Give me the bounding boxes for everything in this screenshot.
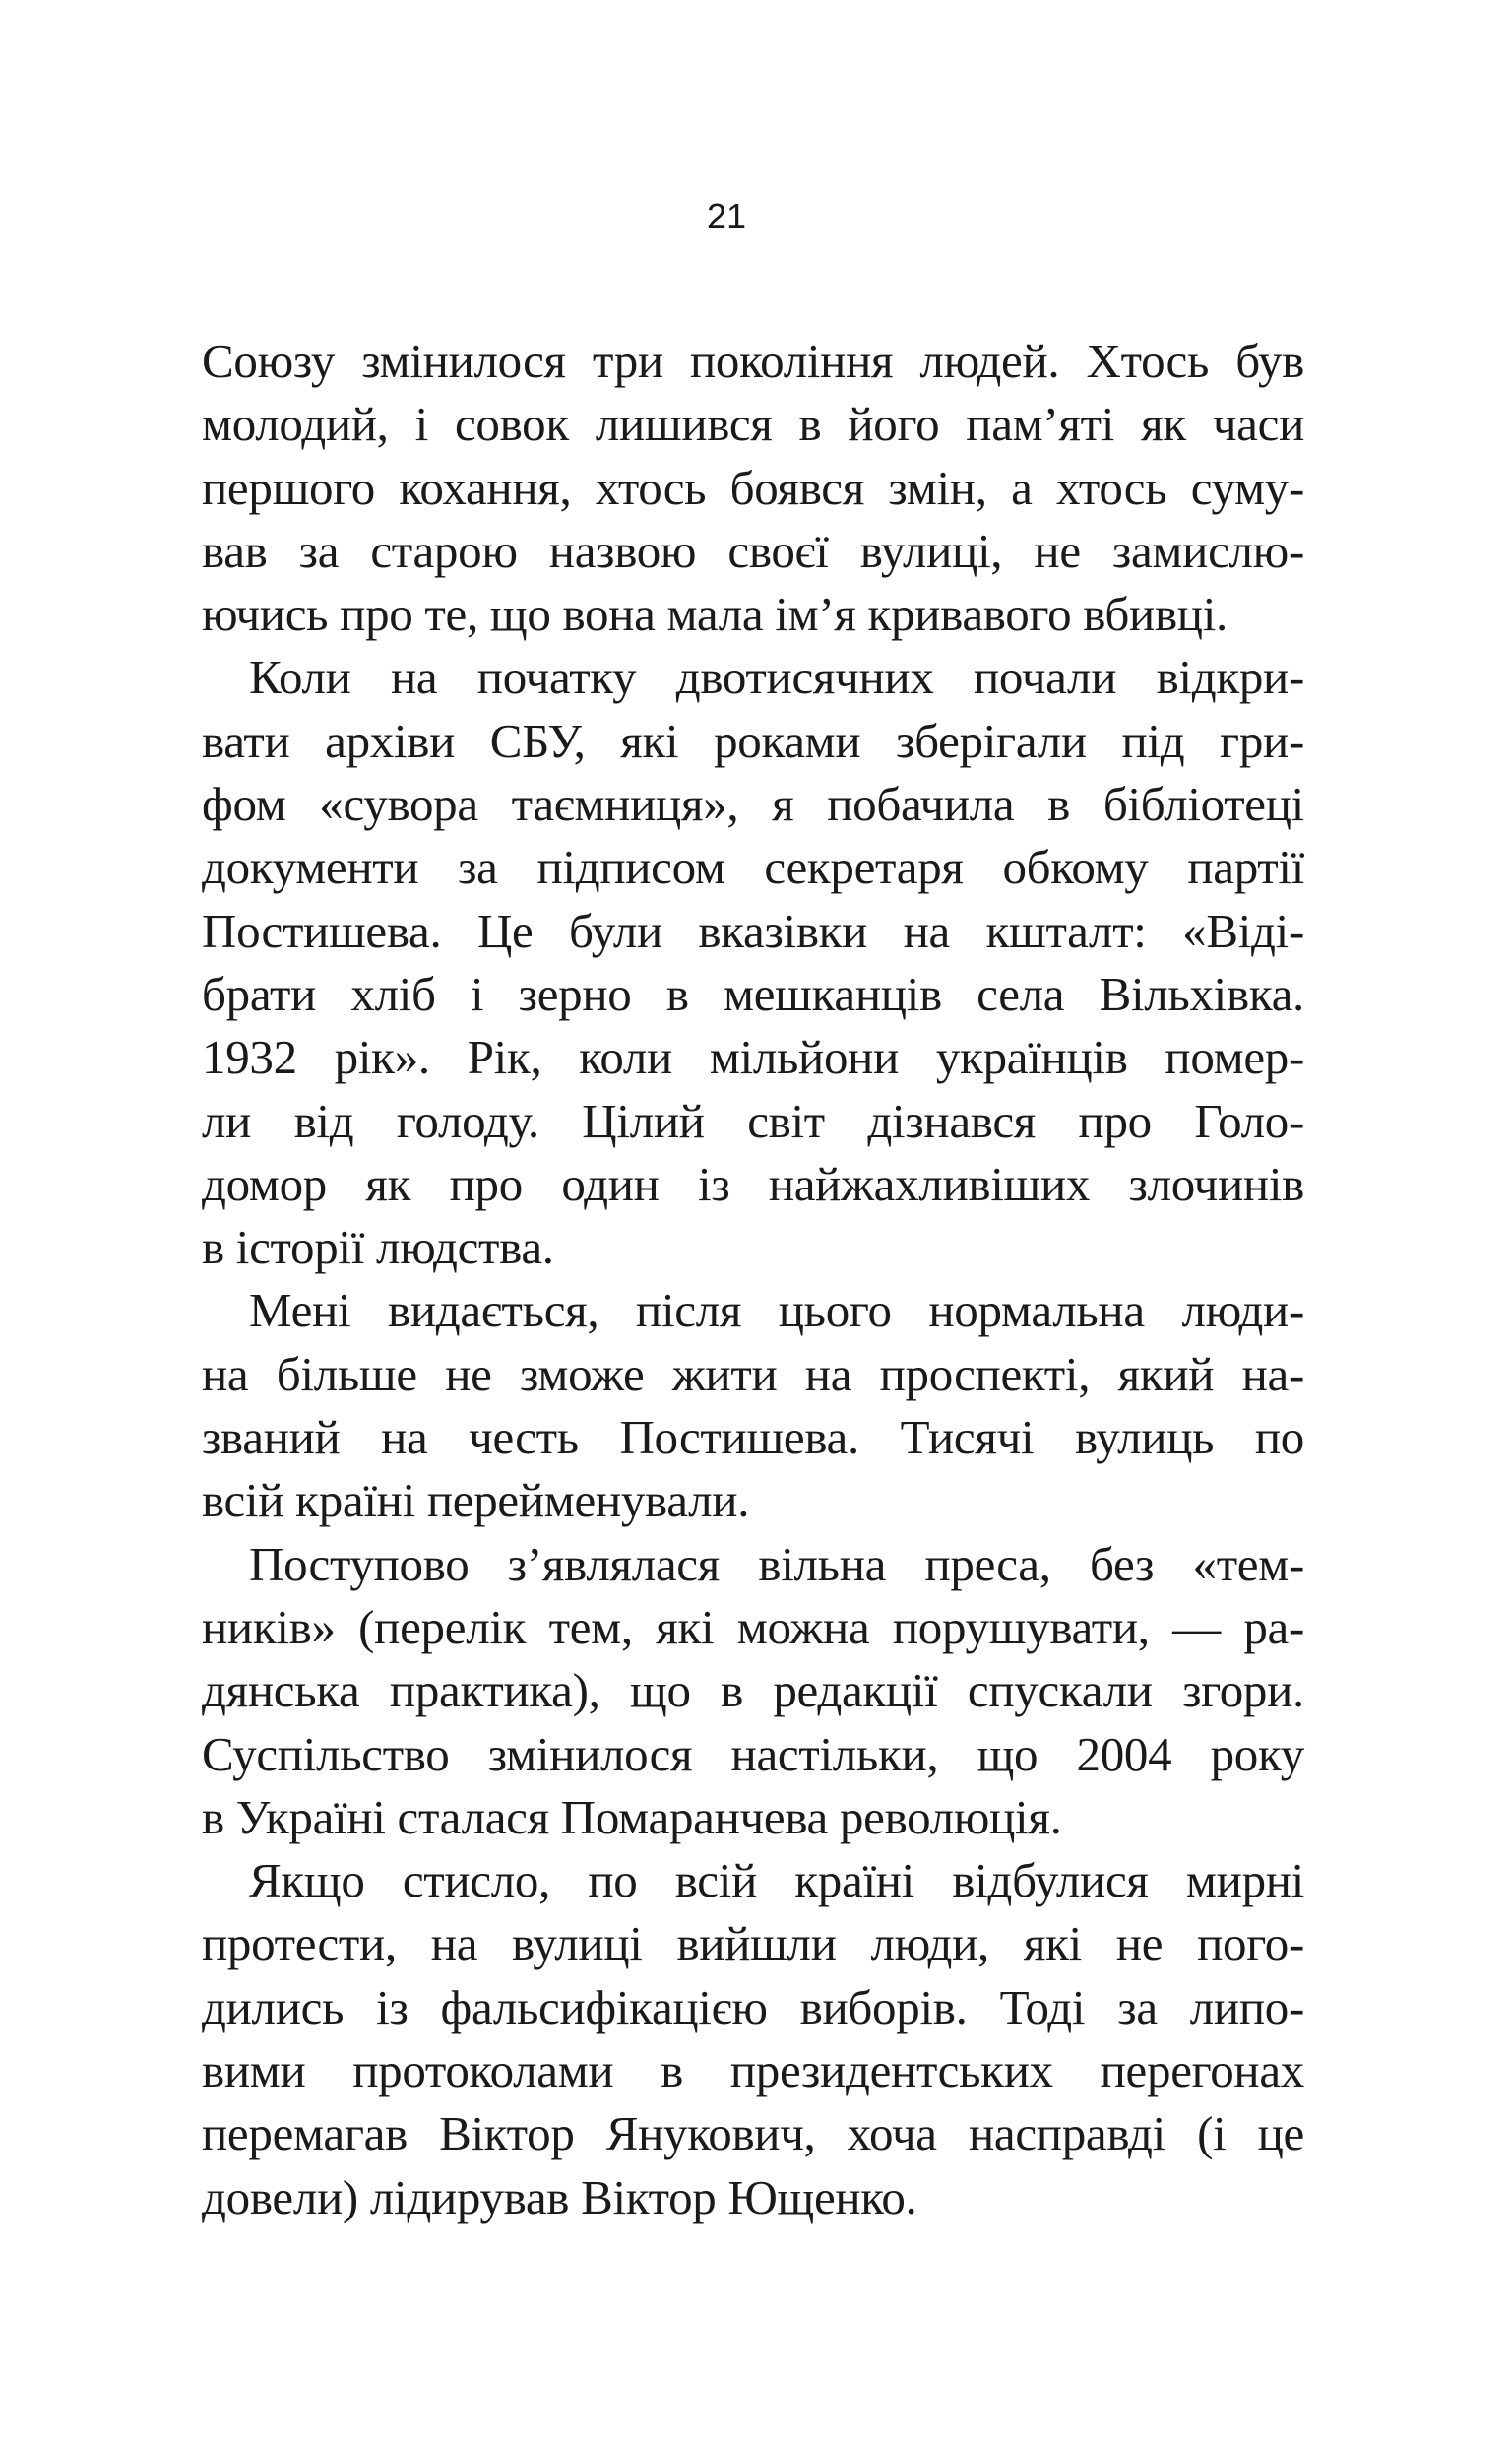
text-line: Постишева. Це були вказівки на кшталт: «Віді- (202, 903, 1304, 958)
text-line: документи за підписом секретаря обкому партії (202, 840, 1304, 895)
text-line: Суспільство змінилося настільки, що 2004 року (202, 1726, 1304, 1781)
text-line: фом «сувора таємниця», я побачила в бібліотеці (202, 777, 1304, 832)
text-line: Коли на початку двотисячних почали відкри- (249, 650, 1304, 705)
text-line: Якщо стисло, по всій країні відбулися мирні (249, 1853, 1304, 1908)
text-line: першого кохання, хтось боявся змін, а хтось суму- (202, 460, 1304, 515)
text-line: ючись про те, що вона мала ім’я кривавого вбивці. (202, 587, 1228, 642)
text-line: Поступово з’являлася вільна преса, без «тем- (249, 1536, 1304, 1591)
text-line: дянська практика), що в редакції спускали згори. (202, 1663, 1304, 1718)
text-line: 1932 рік». Рік, коли мільйони українців помер- (202, 1030, 1304, 1085)
text-line: молодий, і совок лишився в його пам’яті як часи (202, 397, 1304, 452)
text-line: вими протоколами в президентських перегонах (202, 2043, 1304, 2098)
text-line: вати архіви СБУ, які роками зберігали під гри- (202, 713, 1304, 768)
text-line: брати хліб і зерно в мешканців села Вільхівка. (202, 966, 1304, 1021)
text-line: званий на честь Постишева. Тисячі вулиць по (202, 1410, 1304, 1465)
text-line: в Україні сталася Помаранчева революція. (202, 1789, 1062, 1844)
text-line: в історії людства. (202, 1220, 554, 1275)
text-line: всій країні перейменували. (202, 1473, 750, 1528)
text-line: на більше не зможе жити на проспекті, який на- (202, 1346, 1304, 1401)
text-line: вав за старою назвою своєї вулиці, не замислю- (202, 523, 1304, 578)
text-line: Мені видається, після цього нормальна люди- (249, 1283, 1304, 1338)
text-line: Союзу змінилося три покоління людей. Хтось був (202, 334, 1304, 388)
text-line: ли від голоду. Цілий світ дізнався про Голо- (202, 1093, 1304, 1148)
text-line: протести, на вулиці вийшли люди, які не пого- (202, 1916, 1304, 1971)
text-line: довели) лідирував Віктор Ющенко. (202, 2169, 917, 2224)
body-text (202, 330, 1304, 2229)
text-line: дились із фальсифікацією виборів. Тоді за липо- (202, 1979, 1304, 2034)
text-line: домор як про один із найжахливіших злочинів (202, 1156, 1304, 1211)
text-line: перемагав Віктор Янукович, хоча насправді (і це (202, 2106, 1304, 2161)
page-number: 21 (706, 196, 747, 236)
text-line: ників» (перелік тем, які можна порушувати, — ра- (202, 1599, 1304, 1654)
